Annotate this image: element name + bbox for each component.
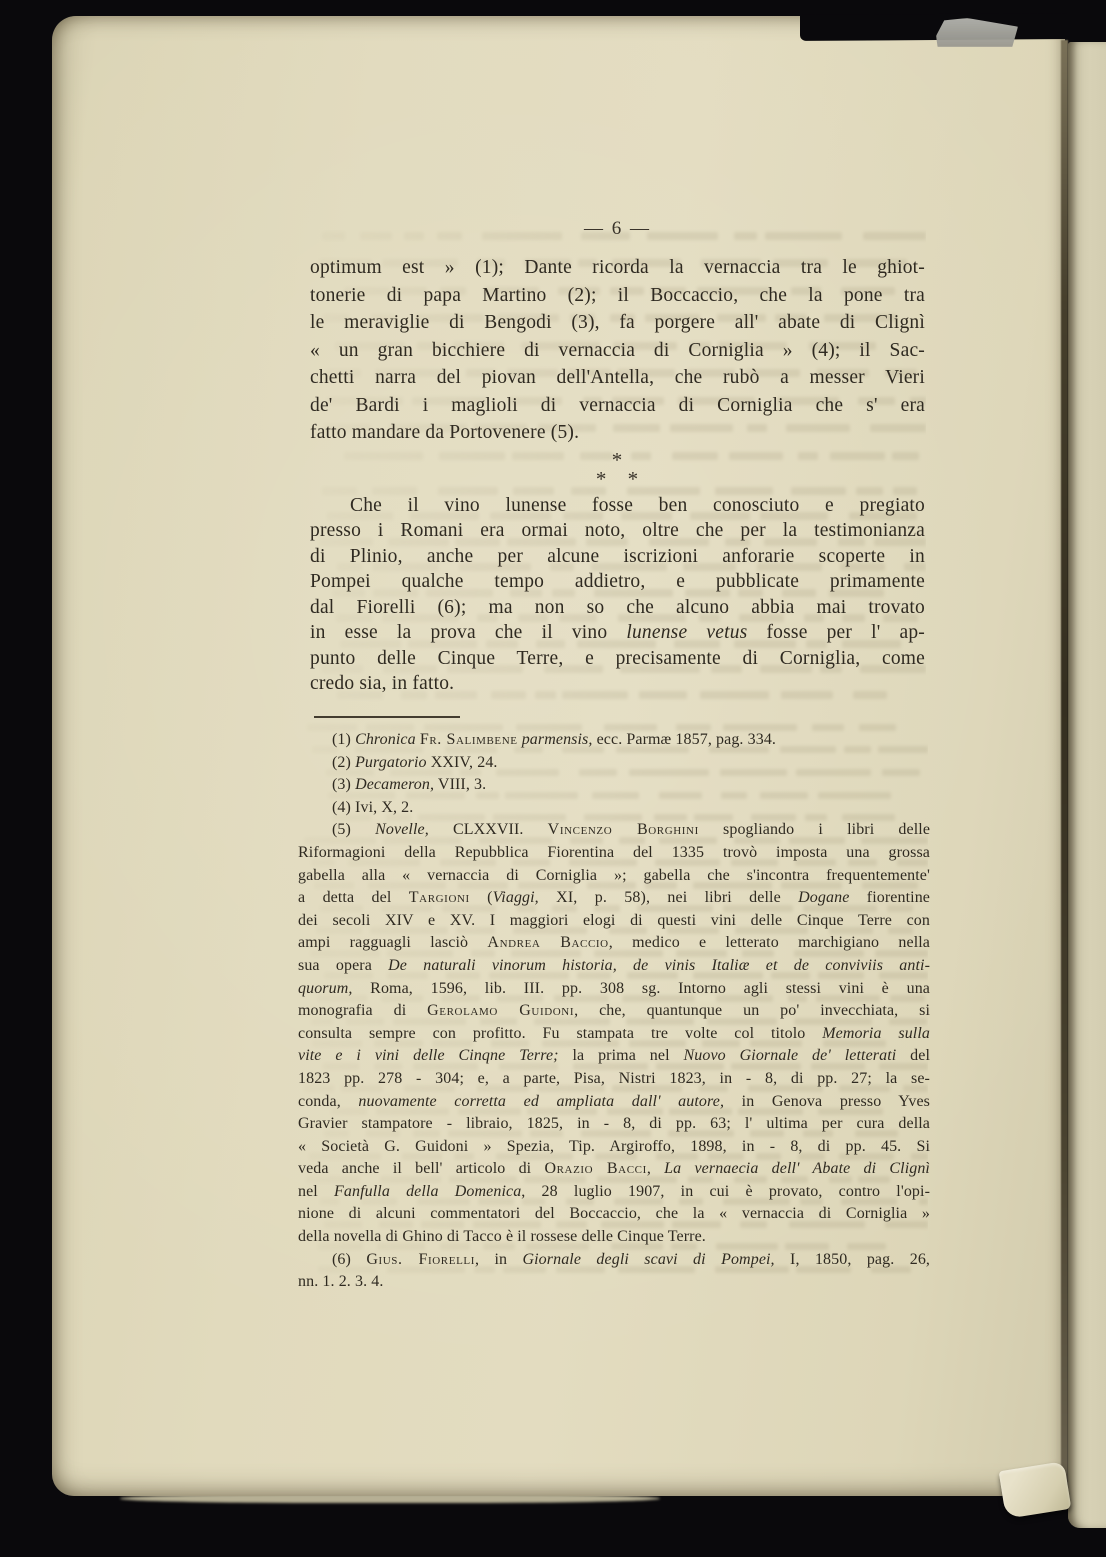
text: (5) [332,821,376,839]
text: VIII, 3. [434,776,487,794]
text: CLXXVII. [428,821,548,839]
italic-text: vite e i vini delle Cinqne Terre; [298,1047,559,1065]
smallcaps-text: Vincenzo Borghini [547,821,699,839]
text-line [298,729,930,752]
text: nione di alcuni commentatori del Boccaccio, che la « vernaccia di Corniglia » [298,1205,930,1223]
footnote [298,797,930,820]
footnote [298,729,930,752]
text-line [310,337,925,365]
text: credo sia, in fatto. [310,673,455,694]
smallcaps-text: Fr. Salimbene [419,731,518,748]
text-line [310,569,925,595]
italic-text: lunense vetus [626,622,748,643]
text: veda anche il bell' articolo di [298,1160,545,1178]
text: ( [469,889,493,907]
text-line [298,978,930,1001]
book-page [52,16,1065,1496]
text: della novella di Ghino di Tacco è il rossese delle Cinque Terre. [298,1228,706,1246]
text: dei secoli XIV e XV. I maggiori elogi di questi vini delle Cinque Terre con [298,911,930,929]
text: XXIV, 24. [426,753,498,771]
text: dal Fiorelli (6); ma non so che alcuno abbia mai trovato [310,596,925,618]
text: (2) [332,753,356,771]
text: optimum est » (1); Dante ricorda la vernaccia tra le ghiot- [310,257,925,278]
text: in Genova presso Yves [724,1092,930,1110]
text: fatto mandare da Portovenere (5). [310,422,580,443]
text: fiorentine [849,889,930,907]
text: sua opera [298,956,389,974]
text: de' Bardi i maglioli di vernaccia di Corniglia che s' era [310,394,925,416]
asterism-separator [310,447,925,493]
text: nel [298,1182,335,1200]
text-line [298,887,930,910]
text: consulta sempre con profitto. Fu stampata tre volte col titolo [298,1024,823,1042]
text: Riformagioni della Repubblica Fiorentina del 1335 trovò imposta una grossa [298,843,930,861]
text: Gravier stampatore - libraio, 1825, in - 8, di pp. 63; l' ultima per cura della [298,1115,930,1133]
italic-text: Nuovo Giornale de' letterati [683,1047,897,1065]
text: « Società G. Guidoni » Spezia, Tip. Argiroffo, 1898, in - 8, di pp. 45. Si [298,1137,930,1155]
text-line [310,544,925,570]
text: le meraviglie di Bengodi (3), fa porgere all' abate di Clignì [310,312,925,333]
text-line [310,254,925,282]
text-line [298,1091,930,1114]
italic-text: parmensis, [521,731,593,748]
text-line [298,842,930,865]
text: fosse per l' ap- [747,622,925,643]
text-line [298,1203,930,1226]
text-line [298,1068,930,1091]
smallcaps-text: Targioni [408,889,470,907]
text-line [298,1271,930,1294]
text-line [310,309,925,337]
text-line [298,910,930,933]
text-line [310,419,925,447]
text: del [896,1047,931,1065]
smallcaps-text: Gius. Fiorelli [366,1250,475,1268]
footnote [298,819,930,1248]
text-line [298,1136,930,1159]
italic-text: Memoria sulla [822,1024,930,1042]
text-line [298,1249,930,1272]
italic-text: Decameron, [355,776,435,794]
text: (1) [332,731,356,748]
text: presso i Romani era ormai noto, oltre che per la testimonianza [310,520,925,541]
text: ecc. Parmæ 1857, pag. 334. [592,731,777,748]
text-line [298,774,930,797]
text: di Plinio, anche per alcune iscrizioni anforarie scoperte in [310,545,925,567]
text-line [298,1023,930,1046]
text: , che, quantunque un po' invecchiata, si [574,1002,930,1020]
text: ampi ragguagli lasciò [298,934,488,952]
footnotes-block [298,729,930,1294]
text-line [298,1045,930,1068]
text: 1823 pp. 278 - 304; e, a parte, Pisa, Nistri 1823, in - 8, di pp. 27; la se- [298,1069,930,1087]
text: nn. 1. 2. 3. 4. [298,1273,384,1291]
text: in esse la prova che il vino [310,622,627,643]
footnote [298,1249,930,1294]
text: , 28 luglio 1907, in cui è provato, contro l'opi- [521,1182,930,1200]
text: XI, p. 58), nei libri delle [538,889,799,907]
text: (3) [332,776,356,794]
text-line [310,518,925,544]
smallcaps-text: Gerolamo Guidoni [427,1002,575,1020]
italic-text: Dogane [798,889,850,907]
text-line [298,752,930,775]
text: (4) Ivi, X, 2. [332,798,414,816]
text: punto delle Cinque Terre, e precisamente di Corniglia, come [310,647,925,669]
page-top-edge-shadow [800,13,1070,41]
text: « un gran bicchiere di vernaccia di Corniglia » (4); il Sac- [310,339,925,361]
footnote-rule [314,716,460,718]
main-text-block [310,216,925,697]
italic-text: quorum, [298,979,353,997]
adjacent-page-edge [1068,42,1106,1528]
italic-text: Giornale degli scavi di Pompei, [522,1250,775,1268]
text-line [298,1000,930,1023]
text: , medico e letterato marchigiano nella [608,934,931,952]
text: la prima nel [558,1047,684,1065]
text-line [298,955,930,978]
italic-text: Novelle, [375,821,429,839]
italic-text: Chronica [355,731,416,748]
text: (6) [332,1250,367,1268]
italic-text: Purgatorio [355,753,427,771]
page-corner-fold [999,1461,1072,1519]
footnote [298,752,930,775]
text: tonerie di papa Martino (2); il Boccaccio, che la pone tra [310,284,925,306]
page-number: — 6 — [584,218,651,239]
asterisk-bottom: * * [595,466,640,491]
text: , [646,1160,665,1178]
text-line [310,392,925,420]
text-line [310,671,925,697]
text-line [310,595,925,621]
text: Pompei qualche tempo addietro, e pubblicate primamente [310,571,925,592]
text: I, 1850, pag. 26, [774,1250,931,1268]
text: a detta del [298,889,409,907]
gutter-crease [1061,40,1068,1508]
text: chetti narra del piovan dell'Antella, che rubò a messer Vieri [310,367,925,388]
paragraph [310,493,925,697]
text-line [298,932,930,955]
text-line [310,620,925,646]
text-line [310,282,925,310]
text-line [298,1158,930,1181]
footnote [298,774,930,797]
text-line [298,1181,930,1204]
text-line [310,364,925,392]
text: gabella alla « vernaccia di Corniglia »; gabella che s'incontra frequentemente' [298,866,930,884]
text-line [310,646,925,672]
italic-text: La vernaecia dell' Abate di Clignì [664,1160,930,1178]
text: monografia di [298,1002,428,1020]
italic-text: nuovamente corretta ed ampliata dall' autore, [358,1092,725,1110]
italic-text: De naturali vinorum historia, de vinis Italiæ et de conviviis anti- [388,956,931,974]
text-line [298,797,930,820]
italic-text: Fanfulla della Domenica [334,1182,522,1200]
text: conda, [298,1092,359,1110]
text-line [298,865,930,888]
text-line [298,819,930,842]
text: Roma, 1596, lib. III. pp. 308 sg. Intorno agli stessi vini è una [352,979,930,997]
asterisk-top: * [611,447,624,472]
text-line [298,1113,930,1136]
paragraph [310,254,925,447]
text-line [298,1226,930,1249]
text: , in [474,1250,523,1268]
italic-text: Viaggi, [492,889,539,907]
text-line [310,493,925,519]
text: spogliando i libri delle [698,821,931,839]
smallcaps-text: Orazio Bacci [544,1160,647,1178]
text: Che il vino lunense fosse ben conosciuto e pregiato [350,494,925,516]
smallcaps-text: Andrea Baccio [487,934,609,952]
